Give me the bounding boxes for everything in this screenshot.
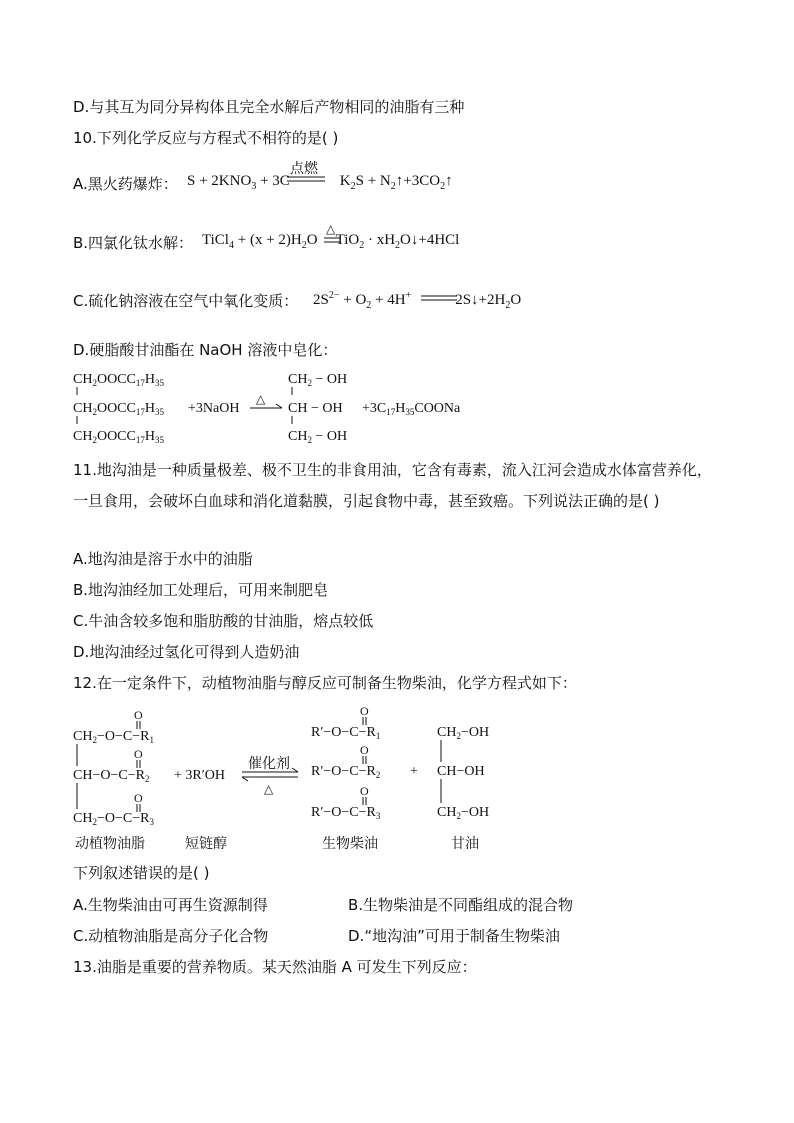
glycerol-line-1: $CH_2-OH$ <box>437 725 490 741</box>
biodiesel-line-1: $R'-O-C-R_1$ <box>311 725 381 741</box>
q10-option-d-label: D.硬脂酸甘油酯在 NaOH 溶液中皂化： <box>73 341 338 359</box>
q12-option-c: C.动植物油脂是高分子化合物 <box>73 927 269 945</box>
q12-heat-condition: △ <box>264 782 274 796</box>
svg-text:O: O <box>360 743 369 757</box>
q10-stem: 10.下列化学反应与方程式不相符的是( ) <box>73 129 339 147</box>
q12-question: 下列叙述错误的是( ) <box>73 864 210 882</box>
glycerol-line-1: $CH_2$ − OH <box>288 372 348 388</box>
q11-option-d: D.地沟油经过氢化可得到人造奶油 <box>73 643 300 661</box>
q10-option-c-equation: $2S^{2-} + O_2 + 4H^+$ $2S↓+2H_2O$ <box>313 290 522 311</box>
tristearin-line-1: $CH_2OOCC_{17}H_{35}$ <box>73 372 164 388</box>
q12-option-b: B.生物柴油是不同酯组成的混合物 <box>348 896 574 914</box>
svg-text:+: + <box>410 764 418 779</box>
q12-label-biodiesel: 生物柴油 <box>322 836 378 852</box>
biodiesel-line-3: $R'-O-C-R_3$ <box>311 805 381 821</box>
svg-text:O: O <box>360 704 369 718</box>
q10-option-b-label: B.四氯化钛水解： <box>73 234 194 252</box>
svg-text:O: O <box>134 791 143 805</box>
svg-text:O: O <box>134 708 143 722</box>
q12-option-d: D.“地沟油”可用于制备生物柴油 <box>348 927 560 945</box>
glycerol-line-2: CH−OH <box>437 764 485 779</box>
q10-option-a-label: A.黑火药爆炸： <box>73 175 178 193</box>
q10-option-d-condition: △ <box>256 392 266 406</box>
triglyceride-line-3: $CH_2-O-C-R_3$ <box>73 811 154 827</box>
q12-stem: 12.在一定条件下，动植物油脂与醇反应可制备生物柴油，化学方程式如下： <box>73 674 577 692</box>
q11-option-b: B.地沟油经加工处理后，可用来制肥皂 <box>73 581 329 599</box>
svg-text:O: O <box>134 747 143 761</box>
q12-label-triglyceride: 动植物油脂 <box>75 836 145 852</box>
q11-option-a: A.地沟油是溶于水中的油脂 <box>73 550 253 568</box>
stearate-product: $+3C_{17}H_{35}COONa$ <box>362 401 461 417</box>
q10-option-b-equation: TiCl$_4$ + $(x + 2)H_2O$ $TiO_2 \cdot xH_2O↓+4HCl$ <box>202 232 460 251</box>
q10-saponification-equation <box>70 364 490 448</box>
q12-label-short-alcohol: 短链醇 <box>185 836 227 852</box>
glycerol-line-3: $CH_2$ − OH <box>288 429 348 445</box>
q10-option-c-equals-sign <box>421 295 461 303</box>
naoh-reactant: +3NaOH <box>188 401 240 416</box>
alcohol-reactant: + 3R′OH <box>174 768 226 783</box>
q12-label-glycerol: 甘油 <box>451 836 479 852</box>
q10-option-a-condition: 点燃 <box>290 161 318 177</box>
tristearin-line-3: $CH_2OOCC_{17}H_{35}$ <box>73 429 164 445</box>
svg-text:O: O <box>360 784 369 798</box>
q9-option-d: D.与其互为同分异构体且完全水解后产物相同的油脂有三种 <box>73 98 465 116</box>
glycerol-line-2: CH − OH <box>288 401 343 416</box>
q12-catalyst-condition: 催化剂 <box>248 756 290 772</box>
q12-transesterification-equation <box>70 703 530 829</box>
glycerol-line-3: $CH_2-OH$ <box>437 805 490 821</box>
q10-option-c-label: C.硫化钠溶液在空气中氧化变质： <box>73 292 299 310</box>
q13-stem: 13.油脂是重要的营养物质。某天然油脂 A 可发生下列反应： <box>73 958 477 976</box>
biodiesel-line-2: $R'-O-C-R_2$ <box>311 764 381 780</box>
tristearin-line-2: $CH_2OOCC_{17}H_{35}$ <box>73 401 164 417</box>
triglyceride-line-1: $CH_2-O-C-R_1$ <box>73 729 154 745</box>
triglyceride-line-2: $CH-O-C-R_2$ <box>73 768 150 784</box>
q11-option-c: C.牛油含较多饱和脂肪酸的甘油脂，熔点较低 <box>73 612 374 630</box>
q11-stem: 11.地沟油是一种质量极差、极不卫生的非食用油，它含有毒素，流入江河会造成水体富营养化，一旦食用，会破坏白血球和消化道黏膜，引起食物中毒，甚至致癌。下列说法正确的是( ) <box>73 461 712 510</box>
q10-option-a-equation: $S + 2KNO_3 + 3C$ $K_2S$ + $N_2↑+3CO_2↑$ <box>187 173 453 192</box>
q10-option-b-condition: △ <box>326 222 336 236</box>
q10-option-a-equals-sign <box>287 176 327 184</box>
q10-option-b-equals-sign <box>324 237 344 245</box>
q12-option-a: A.生物柴油由可再生资源制得 <box>73 896 268 914</box>
